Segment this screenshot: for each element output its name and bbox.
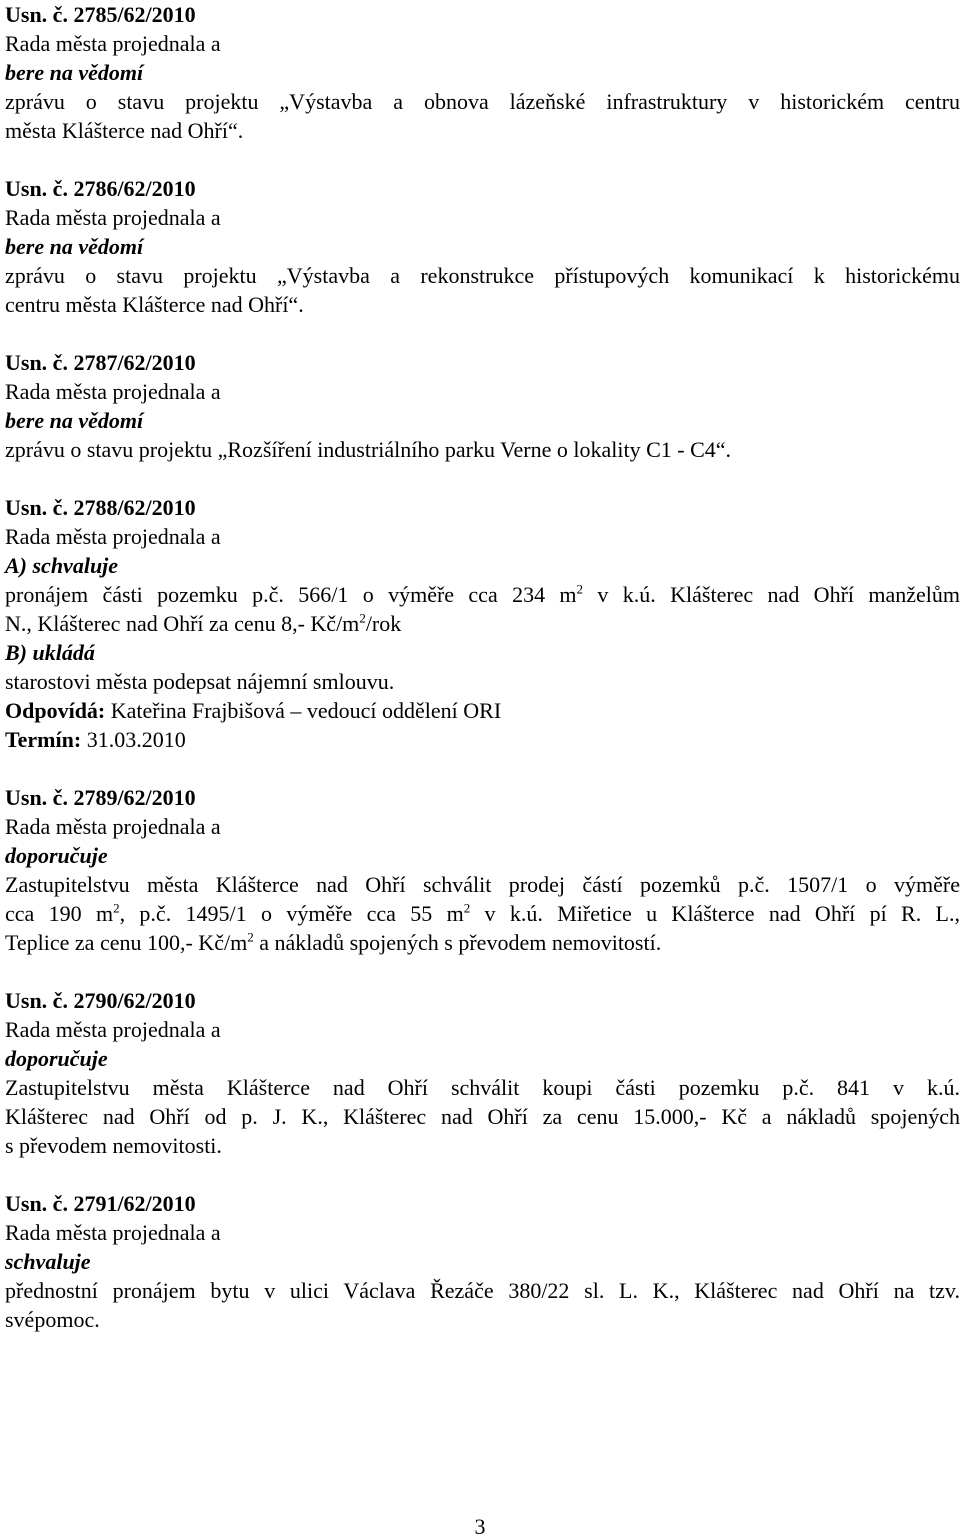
resolution-number: Usn. č. 2785/62/2010: [5, 2, 196, 27]
superscript: 2: [463, 900, 471, 916]
superscript: 2: [113, 900, 120, 916]
resolution-verb: doporučuje: [5, 843, 108, 868]
resolution-2785: [5, 0, 960, 145]
resolution-text-line: Zastupitelstvu města Klášterce nad Ohří schválit prodej částí pozemků p.č. 1507/1 o výměře: [5, 872, 960, 897]
resolution-number: Usn. č. 2791/62/2010: [5, 1191, 196, 1216]
superscript: 2: [576, 581, 584, 597]
resolution-2790: [5, 986, 960, 1160]
resolution-text-line: [5, 928, 960, 957]
text-segment: cca 190 m: [5, 901, 114, 926]
text-segment: a nákladů spojených s převodem nemovitostí.: [253, 930, 662, 955]
text-segment: /rok: [365, 611, 402, 636]
text-segment: N., Klášterec nad Ohří za cenu 8,- Kč/m: [5, 611, 360, 636]
text-segment: v k.ú. Klášterec nad Ohří manželům: [583, 582, 960, 607]
resolution-2789: [5, 783, 960, 957]
resolution-text-line: [5, 609, 960, 638]
resolution-number: Usn. č. 2788/62/2010: [5, 495, 196, 520]
resolution-text-line: zprávu o stavu projektu „Výstavba a obnova lázeňské infrastruktury v historickém centru: [5, 89, 960, 114]
text-segment: Teplice za cenu 100,- Kč/m: [5, 930, 248, 955]
council-statement: Rada města projednala a: [5, 524, 221, 549]
council-statement: Rada města projednala a: [5, 205, 221, 230]
council-statement: Rada města projednala a: [5, 1220, 221, 1245]
deadline-line: [5, 725, 960, 754]
responsible-label: Odpovídá:: [5, 698, 106, 723]
resolution-text-line: svépomoc.: [5, 1307, 100, 1332]
deadline-label: Termín:: [5, 727, 82, 752]
text-segment: v k.ú. Miřetice u Klášterce nad Ohří pí R. L.,: [470, 901, 960, 926]
resolution-text-line: [5, 580, 960, 609]
resolution-text-line: s převodem nemovitosti.: [5, 1133, 222, 1158]
resolution-text-line: Zastupitelstvu města Klášterce nad Ohří schválit koupi části pozemku p.č. 841 v k.ú.: [5, 1075, 960, 1100]
resolution-2787: [5, 348, 960, 464]
text-segment: pronájem části pozemku p.č. 566/1 o výměře cca 234 m: [5, 582, 577, 607]
council-statement: Rada města projednala a: [5, 814, 221, 839]
resolution-2788: [5, 493, 960, 754]
resolution-number: Usn. č. 2789/62/2010: [5, 785, 196, 810]
council-statement: Rada města projednala a: [5, 31, 221, 56]
resolution-number: Usn. č. 2786/62/2010: [5, 176, 196, 201]
superscript: 2: [359, 610, 366, 626]
resolution-text-line: Klášterec nad Ohří od p. J. K., Klášterec nad Ohří za cenu 15.000,- Kč a nákladů spojených: [5, 1104, 960, 1129]
responsible-value: Kateřina Frajbišová – vedoucí oddělení ORI: [105, 698, 502, 723]
resolution-number: Usn. č. 2790/62/2010: [5, 988, 196, 1013]
council-statement: Rada města projednala a: [5, 1017, 221, 1042]
resolution-verb: schvaluje: [5, 1249, 91, 1274]
resolution-text-line: starostovi města podepsat nájemní smlouvu.: [5, 669, 395, 694]
resolution-text-line: [5, 899, 960, 928]
resolution-verb: bere na vědomí: [5, 408, 144, 433]
superscript: 2: [247, 929, 254, 945]
resolution-verb: doporučuje: [5, 1046, 108, 1071]
resolution-text-line: zprávu o stavu projektu „Rozšíření industriálního parku Verne o lokality C1 - C4“.: [5, 437, 732, 462]
resolution-verb: bere na vědomí: [5, 60, 144, 85]
resolution-verb: bere na vědomí: [5, 234, 144, 259]
resolution-verb-b: B) ukládá: [5, 640, 95, 665]
resolution-text-line: zprávu o stavu projektu „Výstavba a rekonstrukce přístupových komunikací k historickému: [5, 263, 960, 288]
document-page: [5, 0, 960, 1363]
resolution-text-line: přednostní pronájem bytu v ulici Václava Řezáče 380/22 sl. L. K., Klášterec nad Ohří na tzv.: [5, 1278, 960, 1303]
text-segment: , p.č. 1495/1 o výměře cca 55 m: [119, 901, 464, 926]
resolution-text-line: města Klášterce nad Ohří“.: [5, 118, 244, 143]
resolution-number: Usn. č. 2787/62/2010: [5, 350, 196, 375]
page-number: 3: [474, 1514, 486, 1539]
resolution-text-line: centru města Klášterce nad Ohří“.: [5, 292, 304, 317]
council-statement: Rada města projednala a: [5, 379, 221, 404]
deadline-value: 31.03.2010: [81, 727, 186, 752]
resolution-2791: [5, 1189, 960, 1334]
resolution-2786: [5, 174, 960, 319]
resolution-verb-a: A) schvaluje: [5, 553, 119, 578]
responsible-line: [5, 696, 960, 725]
